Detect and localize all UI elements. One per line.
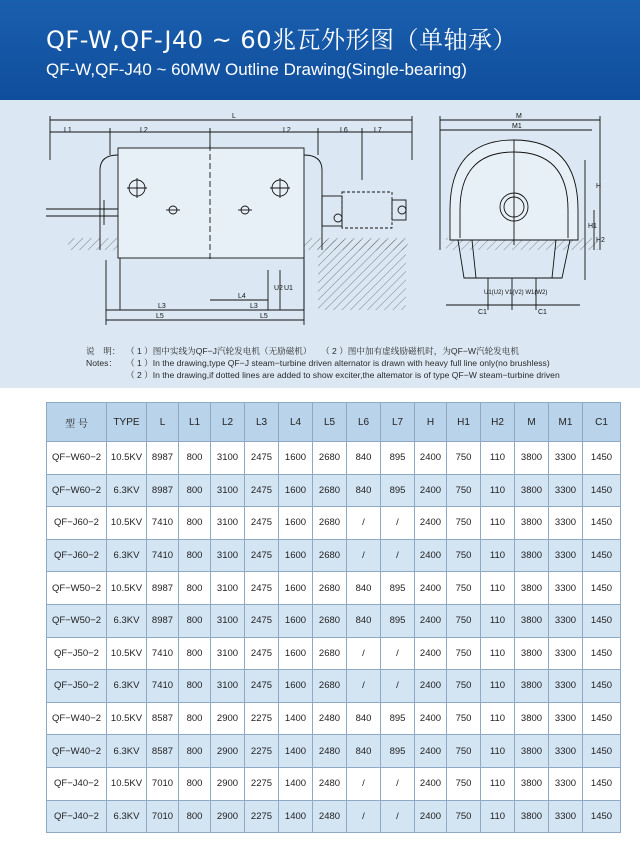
dim-U1: U1: [284, 285, 293, 292]
table-cell: 2475: [245, 539, 279, 572]
table-cell: 2400: [415, 735, 447, 768]
table-cell: 110: [481, 637, 515, 670]
table-cell: 840: [347, 735, 381, 768]
title-chinese: QF-W,QF-J40 ~ 60兆瓦外形图（单轴承）: [46, 26, 517, 54]
table-cell: 2275: [245, 767, 279, 800]
table-cell: 3800: [515, 442, 549, 475]
table-cell: /: [381, 637, 415, 670]
notes-en-1-row: [86, 357, 586, 369]
table-row: [47, 507, 621, 540]
table-cell: 7410: [147, 637, 179, 670]
table-cell: 3800: [515, 572, 549, 605]
table-header-row: [47, 403, 621, 442]
table-cell: 1600: [279, 572, 313, 605]
table-cell: 1450: [583, 800, 621, 833]
table-cell: 2680: [313, 539, 347, 572]
table-cell: QF−J50−2: [47, 637, 107, 670]
column-header: L: [147, 403, 179, 442]
table-cell: QF−W50−2: [47, 604, 107, 637]
table-cell: 6.3KV: [107, 474, 147, 507]
table-cell: 800: [179, 702, 211, 735]
column-header: C1: [583, 403, 621, 442]
table-cell: 3300: [549, 800, 583, 833]
table-cell: 3100: [211, 442, 245, 475]
notes-en-2-row: [86, 369, 586, 381]
notes-cn-2: （ 2 ）图中加有虚线励磁机时，为QF−W汽轮发电机: [321, 346, 519, 356]
table-cell: 3300: [549, 767, 583, 800]
table-body: [47, 442, 621, 833]
table-cell: QF−J60−2: [47, 539, 107, 572]
table-cell: 10.5KV: [107, 442, 147, 475]
table-cell: 110: [481, 735, 515, 768]
table-cell: 3100: [211, 572, 245, 605]
table-cell: /: [347, 767, 381, 800]
table-cell: 895: [381, 474, 415, 507]
table-cell: 1400: [279, 702, 313, 735]
column-header: L3: [245, 403, 279, 442]
dim-C1-right: C1: [538, 309, 547, 316]
table-cell: 110: [481, 442, 515, 475]
table-cell: 3800: [515, 604, 549, 637]
dim-L5-left: L5: [156, 313, 164, 320]
table-cell: 3100: [211, 637, 245, 670]
table-cell: 8587: [147, 735, 179, 768]
dim-H1: H1: [588, 223, 597, 230]
table-cell: 2900: [211, 735, 245, 768]
table-cell: 750: [447, 637, 481, 670]
table-row: [47, 800, 621, 833]
table-cell: 3100: [211, 539, 245, 572]
table-row: [47, 702, 621, 735]
table-cell: /: [347, 670, 381, 703]
table-cell: 6.3KV: [107, 539, 147, 572]
table-cell: 3800: [515, 767, 549, 800]
table-cell: 800: [179, 800, 211, 833]
dim-C1-left: C1: [478, 309, 487, 316]
table-cell: 840: [347, 442, 381, 475]
table-cell: 8587: [147, 702, 179, 735]
table-cell: 110: [481, 800, 515, 833]
table-cell: 1450: [583, 507, 621, 540]
dim-L: L: [232, 113, 236, 120]
side-view: [46, 116, 412, 325]
table-cell: 2475: [245, 637, 279, 670]
dim-L7: L7: [374, 127, 382, 134]
table-cell: 3300: [549, 474, 583, 507]
spec-table-wrap: [46, 402, 621, 833]
notes-cn-label: 说 明：: [86, 346, 121, 356]
table-cell: 2400: [415, 637, 447, 670]
column-header: L2: [211, 403, 245, 442]
table-cell: 800: [179, 735, 211, 768]
notes-cn: [86, 345, 586, 357]
table-cell: 2475: [245, 604, 279, 637]
table-cell: 1600: [279, 507, 313, 540]
table-cell: 800: [179, 767, 211, 800]
table-cell: 3800: [515, 474, 549, 507]
table-cell: 800: [179, 572, 211, 605]
table-cell: /: [381, 507, 415, 540]
table-cell: 2475: [245, 442, 279, 475]
table-cell: 1600: [279, 442, 313, 475]
table-cell: 3300: [549, 572, 583, 605]
table-cell: 3100: [211, 507, 245, 540]
column-header: H2: [481, 403, 515, 442]
table-cell: 3300: [549, 670, 583, 703]
table-cell: 2480: [313, 702, 347, 735]
table-cell: 2400: [415, 442, 447, 475]
table-row: [47, 474, 621, 507]
table-cell: 1450: [583, 572, 621, 605]
end-view: [440, 116, 600, 310]
table-cell: 800: [179, 507, 211, 540]
table-cell: 10.5KV: [107, 572, 147, 605]
table-cell: 2400: [415, 539, 447, 572]
notes-en-1: （ 1 ）In the drawing,type QF−J steam−turbine driven alternator is drawn with heavy full line only(no brushless): [126, 358, 550, 368]
table-cell: 2680: [313, 474, 347, 507]
table-row: [47, 442, 621, 475]
table-cell: 2480: [313, 800, 347, 833]
column-header: M1: [549, 403, 583, 442]
table-cell: QF−J40−2: [47, 800, 107, 833]
dim-U2: U2: [274, 285, 283, 292]
table-cell: 3800: [515, 539, 549, 572]
dim-L6: L6: [340, 127, 348, 134]
table-cell: 10.5KV: [107, 702, 147, 735]
table-cell: 1400: [279, 767, 313, 800]
table-cell: 840: [347, 572, 381, 605]
table-cell: QF−W60−2: [47, 442, 107, 475]
table-cell: 1450: [583, 670, 621, 703]
table-cell: /: [347, 637, 381, 670]
table-cell: 2400: [415, 767, 447, 800]
table-cell: 2480: [313, 767, 347, 800]
table-cell: 1450: [583, 604, 621, 637]
table-cell: 1450: [583, 474, 621, 507]
table-cell: 2680: [313, 572, 347, 605]
table-cell: QF−W60−2: [47, 474, 107, 507]
table-cell: 750: [447, 604, 481, 637]
column-header: TYPE: [107, 403, 147, 442]
table-cell: 110: [481, 474, 515, 507]
dim-uv-labels: U1(U2) V1(V2) W1(W2): [484, 290, 548, 296]
table-cell: 3800: [515, 670, 549, 703]
table-cell: 110: [481, 507, 515, 540]
table-cell: 2900: [211, 800, 245, 833]
table-cell: 3300: [549, 604, 583, 637]
table-cell: 8987: [147, 572, 179, 605]
dim-L1: L1: [64, 127, 72, 134]
notes-en-label: Notes：: [86, 358, 118, 368]
table-cell: 1600: [279, 539, 313, 572]
table-cell: 1600: [279, 670, 313, 703]
table-cell: 3100: [211, 474, 245, 507]
table-cell: 1450: [583, 637, 621, 670]
spec-table: [46, 402, 621, 833]
table-cell: 6.3KV: [107, 604, 147, 637]
dim-H: H: [596, 183, 602, 190]
notes-cn-1: （ 1 ）图中实线为QF−J汽轮发电机（无励磁机）: [126, 346, 312, 356]
table-cell: 750: [447, 474, 481, 507]
table-cell: QF−W40−2: [47, 702, 107, 735]
table-cell: /: [347, 507, 381, 540]
table-cell: 8987: [147, 604, 179, 637]
table-cell: 800: [179, 539, 211, 572]
table-cell: 2400: [415, 604, 447, 637]
table-cell: 3100: [211, 604, 245, 637]
column-header: L5: [313, 403, 347, 442]
title-english: QF-W,QF-J40 ~ 60MW Outline Drawing(Single-bearing): [46, 60, 467, 79]
table-cell: 2275: [245, 800, 279, 833]
table-cell: 2400: [415, 474, 447, 507]
table-cell: 7410: [147, 507, 179, 540]
table-cell: 1600: [279, 474, 313, 507]
column-header: 型 号: [47, 403, 107, 442]
table-cell: 750: [447, 767, 481, 800]
table-cell: 6.3KV: [107, 670, 147, 703]
table-row: [47, 735, 621, 768]
table-cell: 3800: [515, 702, 549, 735]
table-cell: 750: [447, 702, 481, 735]
table-cell: 3300: [549, 507, 583, 540]
table-cell: 895: [381, 604, 415, 637]
dim-L2-left: L2: [140, 127, 148, 134]
table-cell: 8987: [147, 474, 179, 507]
table-cell: 800: [179, 604, 211, 637]
table-cell: 7010: [147, 767, 179, 800]
table-cell: 2475: [245, 670, 279, 703]
dim-L2-right: L2: [283, 127, 291, 134]
table-cell: 10.5KV: [107, 767, 147, 800]
table-cell: 2475: [245, 474, 279, 507]
table-cell: 110: [481, 539, 515, 572]
table-cell: 1600: [279, 604, 313, 637]
column-header: H1: [447, 403, 481, 442]
table-cell: 2400: [415, 702, 447, 735]
table-cell: 750: [447, 735, 481, 768]
table-cell: /: [381, 800, 415, 833]
table-cell: /: [347, 539, 381, 572]
table-cell: 895: [381, 735, 415, 768]
table-cell: 1400: [279, 800, 313, 833]
table-cell: /: [381, 539, 415, 572]
table-cell: 800: [179, 670, 211, 703]
table-cell: QF−W40−2: [47, 735, 107, 768]
table-row: [47, 767, 621, 800]
dim-L5-right: L5: [260, 313, 268, 320]
table-cell: 1400: [279, 735, 313, 768]
table-cell: 3300: [549, 637, 583, 670]
table-cell: 2680: [313, 637, 347, 670]
table-cell: 750: [447, 670, 481, 703]
table-cell: 10.5KV: [107, 507, 147, 540]
table-cell: 2680: [313, 604, 347, 637]
table-cell: 2900: [211, 702, 245, 735]
dim-M1: M1: [512, 123, 522, 130]
table-cell: 2400: [415, 670, 447, 703]
column-header: L1: [179, 403, 211, 442]
table-cell: 8987: [147, 442, 179, 475]
table-cell: /: [347, 800, 381, 833]
table-cell: 2475: [245, 507, 279, 540]
table-cell: 6.3KV: [107, 800, 147, 833]
column-header: M: [515, 403, 549, 442]
table-cell: 10.5KV: [107, 637, 147, 670]
table-cell: 750: [447, 442, 481, 475]
table-cell: 750: [447, 539, 481, 572]
table-cell: 6.3KV: [107, 735, 147, 768]
table-cell: 3100: [211, 670, 245, 703]
table-row: [47, 539, 621, 572]
table-cell: 1450: [583, 735, 621, 768]
column-header: L4: [279, 403, 313, 442]
dim-M: M: [516, 113, 522, 120]
table-cell: 2275: [245, 735, 279, 768]
notes-block: [86, 345, 586, 381]
column-header: L6: [347, 403, 381, 442]
table-cell: 7010: [147, 800, 179, 833]
table-cell: 2400: [415, 572, 447, 605]
table-row: [47, 637, 621, 670]
table-cell: 2680: [313, 442, 347, 475]
table-cell: 750: [447, 800, 481, 833]
table-cell: 3300: [549, 442, 583, 475]
dim-L3-left: L3: [158, 303, 166, 310]
table-cell: 3300: [549, 702, 583, 735]
table-cell: 3300: [549, 539, 583, 572]
table-cell: 7410: [147, 539, 179, 572]
table-cell: 750: [447, 507, 481, 540]
table-cell: 2680: [313, 670, 347, 703]
table-cell: 2480: [313, 735, 347, 768]
table-cell: 3800: [515, 800, 549, 833]
table-cell: 110: [481, 670, 515, 703]
table-cell: 110: [481, 702, 515, 735]
dim-L4: L4: [238, 293, 246, 300]
table-cell: QF−J60−2: [47, 507, 107, 540]
table-cell: 2400: [415, 507, 447, 540]
table-cell: 800: [179, 474, 211, 507]
table-row: [47, 604, 621, 637]
table-cell: 2400: [415, 800, 447, 833]
table-cell: QF−J40−2: [47, 767, 107, 800]
table-cell: 3800: [515, 507, 549, 540]
table-cell: 1600: [279, 637, 313, 670]
table-row: [47, 670, 621, 703]
table-cell: 2275: [245, 702, 279, 735]
table-cell: 895: [381, 702, 415, 735]
table-cell: 2680: [313, 507, 347, 540]
notes-en-2: （ 2 ）In the drawing,if dotted lines are added to show exciter,the altemator is of type QF−W steam−turbine driven: [126, 370, 560, 380]
table-cell: 110: [481, 604, 515, 637]
column-header: H: [415, 403, 447, 442]
table-cell: 1450: [583, 767, 621, 800]
table-cell: /: [381, 670, 415, 703]
dim-H2: H2: [596, 237, 605, 244]
table-cell: 800: [179, 637, 211, 670]
table-cell: 840: [347, 474, 381, 507]
table-cell: 895: [381, 572, 415, 605]
page-header: [0, 0, 640, 100]
table-cell: 1450: [583, 442, 621, 475]
table-cell: 1450: [583, 539, 621, 572]
table-cell: 3800: [515, 735, 549, 768]
table-cell: 110: [481, 572, 515, 605]
table-cell: 110: [481, 767, 515, 800]
table-cell: 7410: [147, 670, 179, 703]
table-cell: 840: [347, 702, 381, 735]
table-cell: QF−W50−2: [47, 572, 107, 605]
table-cell: 3800: [515, 637, 549, 670]
table-cell: 840: [347, 604, 381, 637]
table-cell: 3300: [549, 735, 583, 768]
table-cell: 2900: [211, 767, 245, 800]
table-cell: 800: [179, 442, 211, 475]
table-cell: 1450: [583, 702, 621, 735]
table-cell: /: [381, 767, 415, 800]
table-cell: 750: [447, 572, 481, 605]
dim-L3-right: L3: [250, 303, 258, 310]
column-header: L7: [381, 403, 415, 442]
table-cell: QF−J50−2: [47, 670, 107, 703]
table-row: [47, 572, 621, 605]
table-cell: 895: [381, 442, 415, 475]
table-cell: 2475: [245, 572, 279, 605]
